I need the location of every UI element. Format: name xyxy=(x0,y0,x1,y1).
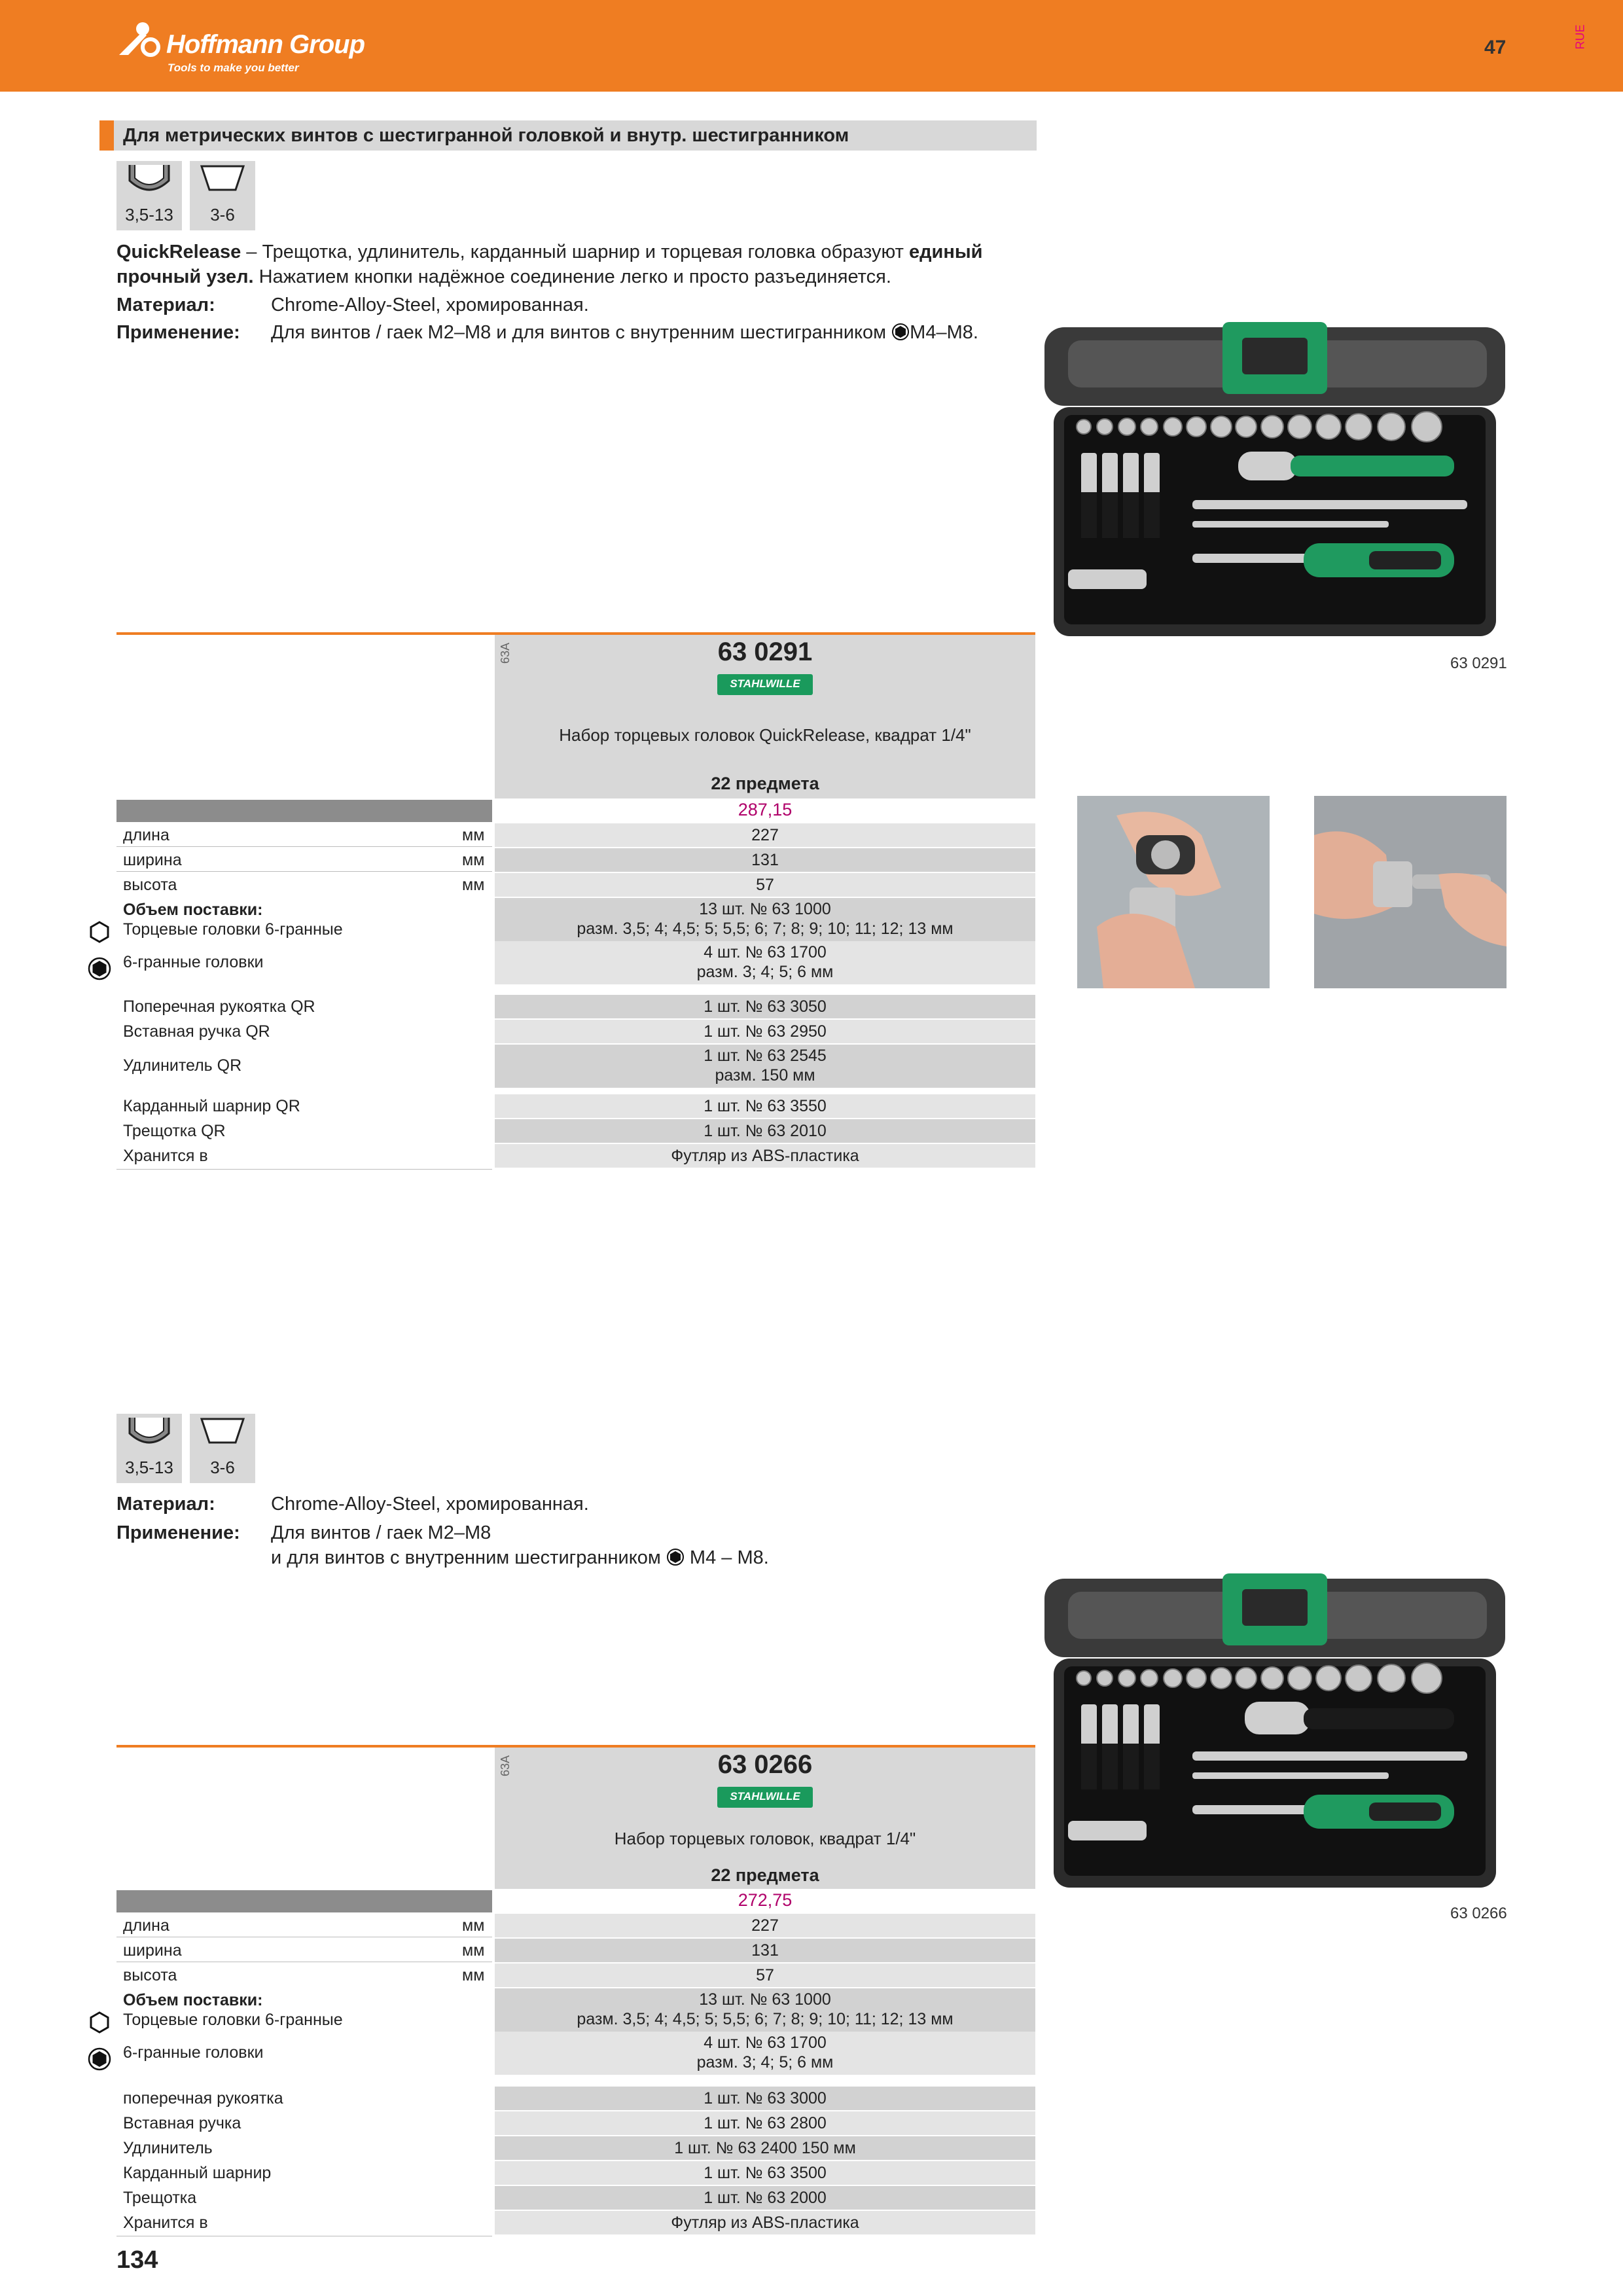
stahlwille-logo-text: STAHLWILLE xyxy=(730,677,800,690)
page-number-bottom: 134 xyxy=(116,2246,158,2274)
hex-size-label: 3,5-13 xyxy=(125,205,173,224)
hex-socket-size-box xyxy=(116,161,182,230)
table-row xyxy=(116,2161,1035,2185)
material-label: Материал: xyxy=(116,1494,215,1515)
page-header xyxy=(0,0,1623,92)
price-row-grey xyxy=(116,800,492,822)
hex-size-label: 3,5-13 xyxy=(125,1458,173,1477)
section-title-bar xyxy=(99,120,114,151)
row-value: 57 xyxy=(495,873,1035,897)
hoffmann-logo-icon xyxy=(116,16,162,62)
stahlwille-logo xyxy=(717,674,813,695)
row-key: Удлинитель QR xyxy=(123,1056,242,1075)
page-number-top: 47 xyxy=(1484,37,1507,58)
row-key: Удлинитель xyxy=(123,2139,213,2157)
variant-code: 63A xyxy=(499,1755,512,1776)
row-value: 1 шт. № 63 2400 150 мм xyxy=(495,2136,1035,2160)
inner-hex-filled-icon xyxy=(88,2047,111,2071)
usage-label: Применение: xyxy=(116,322,240,343)
usage-text-2: M4–M8. xyxy=(910,322,978,343)
row-value: Футляр из ABS-пластика xyxy=(495,2211,1035,2234)
row-value: 1 шт. № 63 3050 xyxy=(495,995,1035,1018)
usage-value-1: Для винтов / гаек M2–M8 xyxy=(271,1522,491,1543)
row-line xyxy=(116,846,492,847)
table-row xyxy=(116,1939,1035,1962)
product1-photo-caption: 63 0291 xyxy=(1450,655,1507,672)
stahlwille-logo xyxy=(717,1787,813,1808)
product1-intro xyxy=(116,240,1046,289)
inner-hex-size-box xyxy=(190,161,255,230)
row-key: Хранится в xyxy=(123,2214,208,2232)
row-key: ширина xyxy=(123,1941,182,1960)
row-key: 6-гранные головки xyxy=(123,2043,264,2062)
table-row xyxy=(116,1964,1035,1987)
row-value xyxy=(495,2032,1035,2075)
quickrelease-brand: QuickRelease xyxy=(116,242,241,262)
usage-text-2: и для винтов с внутренним шестигранником xyxy=(271,1547,661,1568)
usage-text-1: Для винтов / гаек M2–M8 и для винтов с внутренним шестигранником xyxy=(271,322,887,343)
hex-socket-outline-icon xyxy=(88,920,111,944)
row-key: 6-гранные головки xyxy=(123,953,264,971)
table-row xyxy=(116,873,1035,897)
product2-photo-caption: 63 0266 xyxy=(1450,1905,1507,1922)
hex-socket-icon xyxy=(127,1416,171,1449)
brand-tagline: Tools to make you better xyxy=(168,62,299,74)
table-row xyxy=(116,1119,1035,1143)
table-row xyxy=(116,2111,1035,2135)
hex-socket-size-box xyxy=(116,1414,182,1483)
row-value: 1 шт. № 63 3500 xyxy=(495,2161,1035,2185)
product1-header-box xyxy=(495,635,1035,798)
row-key: ширина xyxy=(123,851,182,869)
row-key: Вставная ручка QR xyxy=(123,1022,270,1041)
brand-name: Hoffmann Group xyxy=(166,30,365,59)
row-key: Карданный шарнир xyxy=(123,2164,272,2182)
material-value: Chrome-Alloy-Steel, хромированная. xyxy=(271,295,589,315)
row-value: 1 шт. № 63 2000 xyxy=(495,2186,1035,2210)
table-row xyxy=(116,848,1035,872)
product1-item-count: 22 предмета xyxy=(711,774,819,793)
row-value: 131 xyxy=(495,848,1035,872)
row-value-1: 4 шт. № 63 1700 xyxy=(704,2034,827,2052)
row-unit: мм xyxy=(462,876,485,894)
table-row xyxy=(116,1144,1035,1170)
usage-text-3: M4 – M8. xyxy=(689,1547,769,1568)
row-value: 1 шт. № 63 3000 xyxy=(495,2087,1035,2110)
row-value: 131 xyxy=(495,1939,1035,1962)
language-code: RUE xyxy=(1573,24,1587,50)
table-row xyxy=(116,2136,1035,2160)
row-value xyxy=(495,1045,1035,1088)
material-value: Chrome-Alloy-Steel, хромированная. xyxy=(271,1494,589,1515)
stahlwille-logo-text: STAHLWILLE xyxy=(730,1790,800,1803)
intro-text: – Трещотка, удлинитель, карданный шарнир и торцевая головка образуют xyxy=(241,242,909,262)
row-key: длина xyxy=(123,1916,169,1935)
row-value-2: разм. 3; 4; 5; 6 мм xyxy=(696,963,834,981)
product2-description: Набор торцевых головок, квадрат 1/4" xyxy=(614,1829,916,1848)
row-value-1: 1 шт. № 63 2545 xyxy=(704,1047,827,1065)
row-unit: мм xyxy=(462,826,485,844)
table-row xyxy=(116,2087,1035,2110)
inner-hex-icon xyxy=(200,164,245,196)
hex-socket-outline-icon xyxy=(88,2011,111,2034)
row-unit: мм xyxy=(462,1941,485,1960)
quickrelease-ratchet-photo xyxy=(1077,796,1270,988)
row-value-2: разм. 3,5; 4; 4,5; 5; 5,5; 6; 7; 8; 9; 10; 11; 12; 13 мм xyxy=(577,920,954,938)
row-key: Поперечная рукоятка QR xyxy=(123,997,315,1016)
price-row-grey xyxy=(116,1890,492,1912)
row-key: Трещотка xyxy=(123,2189,197,2207)
product2-price-row xyxy=(116,1890,1035,1912)
row-key: высота xyxy=(123,876,177,894)
quickrelease-socket-photo xyxy=(1314,796,1507,988)
row-value: 1 шт. № 63 2950 xyxy=(495,1020,1035,1043)
row-key: Объем поставки: xyxy=(123,901,263,919)
row-key: Хранится в xyxy=(123,1147,208,1165)
inner-hex-bullet-icon xyxy=(891,323,910,341)
row-key-2: Торцевые головки 6-гранные xyxy=(123,2011,343,2029)
inner-hex-filled-icon xyxy=(88,957,111,980)
product2-item-count: 22 предмета xyxy=(711,1865,819,1885)
row-unit: мм xyxy=(462,851,485,869)
table-row xyxy=(116,941,1035,983)
row-value-2: разм. 150 мм xyxy=(715,1066,815,1085)
row-value: 1 шт. № 63 3550 xyxy=(495,1094,1035,1118)
row-line xyxy=(116,1169,492,1170)
row-value: 1 шт. № 63 2800 xyxy=(495,2111,1035,2135)
table-row xyxy=(116,823,1035,847)
row-value-2: разм. 3; 4; 5; 6 мм xyxy=(696,2053,834,2072)
section-title-text: Для метрических винтов с шестигранной головкой и внутр. шестигранником xyxy=(123,125,849,146)
table-row xyxy=(116,2186,1035,2210)
row-line xyxy=(116,871,492,872)
table-row xyxy=(116,1045,1035,1086)
row-value-2: разм. 3,5; 4; 4,5; 5; 5,5; 6; 7; 8; 9; 10; 11; 12; 13 мм xyxy=(577,2010,954,2028)
product1-price: 287,15 xyxy=(738,800,793,819)
row-key: высота xyxy=(123,1966,177,1984)
row-value: 227 xyxy=(495,1914,1035,1937)
row-key: Трещотка QR xyxy=(123,1122,226,1140)
inner-hex-size-box xyxy=(190,1414,255,1483)
row-unit: мм xyxy=(462,1966,485,1984)
variant-code: 63A xyxy=(499,642,512,664)
table-row xyxy=(116,1988,1035,2030)
row-key: Карданный шарнир QR xyxy=(123,1097,300,1115)
row-value xyxy=(495,1988,1035,2032)
row-value xyxy=(495,941,1035,984)
intro-rest: Нажатием кнопки надёжное соединение легко и просто разъединяется. xyxy=(253,266,891,287)
table-row xyxy=(116,1094,1035,1118)
row-key: поперечная рукоятка xyxy=(123,2089,283,2108)
table-row xyxy=(116,995,1035,1018)
inner-hex-bullet-icon xyxy=(666,1548,685,1566)
material-label: Материал: xyxy=(116,295,215,315)
product2-article-number: 63 0266 xyxy=(717,1750,813,1779)
row-unit: мм xyxy=(462,1916,485,1935)
product1-price-row xyxy=(116,800,1035,822)
product1-case-photo xyxy=(1042,322,1508,641)
product1-article-number: 63 0291 xyxy=(717,637,813,666)
row-key: Объем поставки: xyxy=(123,1991,263,2009)
row-value-1: 13 шт. № 63 1000 xyxy=(699,900,831,918)
table-row xyxy=(116,1914,1035,1937)
product2-header-box xyxy=(495,1748,1035,1889)
product2-case-photo xyxy=(1042,1573,1508,1893)
row-value: 57 xyxy=(495,1964,1035,1987)
row-value-1: 13 шт. № 63 1000 xyxy=(699,1990,831,2009)
usage-value-line2 xyxy=(271,1547,769,1569)
table-row xyxy=(116,2211,1035,2237)
row-value: 227 xyxy=(495,823,1035,847)
row-value xyxy=(495,898,1035,941)
hex-socket-icon xyxy=(127,164,171,196)
row-key: Вставная ручка xyxy=(123,2114,241,2132)
row-value: 1 шт. № 63 2010 xyxy=(495,1119,1035,1143)
product2-price: 272,75 xyxy=(738,1890,793,1910)
usage-label: Применение: xyxy=(116,1522,240,1543)
table-row xyxy=(116,2032,1035,2073)
table-row xyxy=(116,898,1035,940)
product1-description: Набор торцевых головок QuickRelease, квадрат 1/4" xyxy=(559,725,971,745)
row-value-1: 4 шт. № 63 1700 xyxy=(704,943,827,961)
section-title xyxy=(99,120,1037,151)
row-key: длина xyxy=(123,826,169,844)
inner-hex-size-label: 3-6 xyxy=(210,1458,235,1477)
intro-bold: единый прочный узел. xyxy=(116,242,983,287)
table-row xyxy=(116,1020,1035,1043)
usage-value xyxy=(271,322,978,344)
row-value: Футляр из ABS-пластика xyxy=(495,1144,1035,1168)
inner-hex-icon xyxy=(200,1416,245,1449)
row-key-2: Торцевые головки 6-гранные xyxy=(123,920,343,939)
inner-hex-size-label: 3-6 xyxy=(210,205,235,224)
